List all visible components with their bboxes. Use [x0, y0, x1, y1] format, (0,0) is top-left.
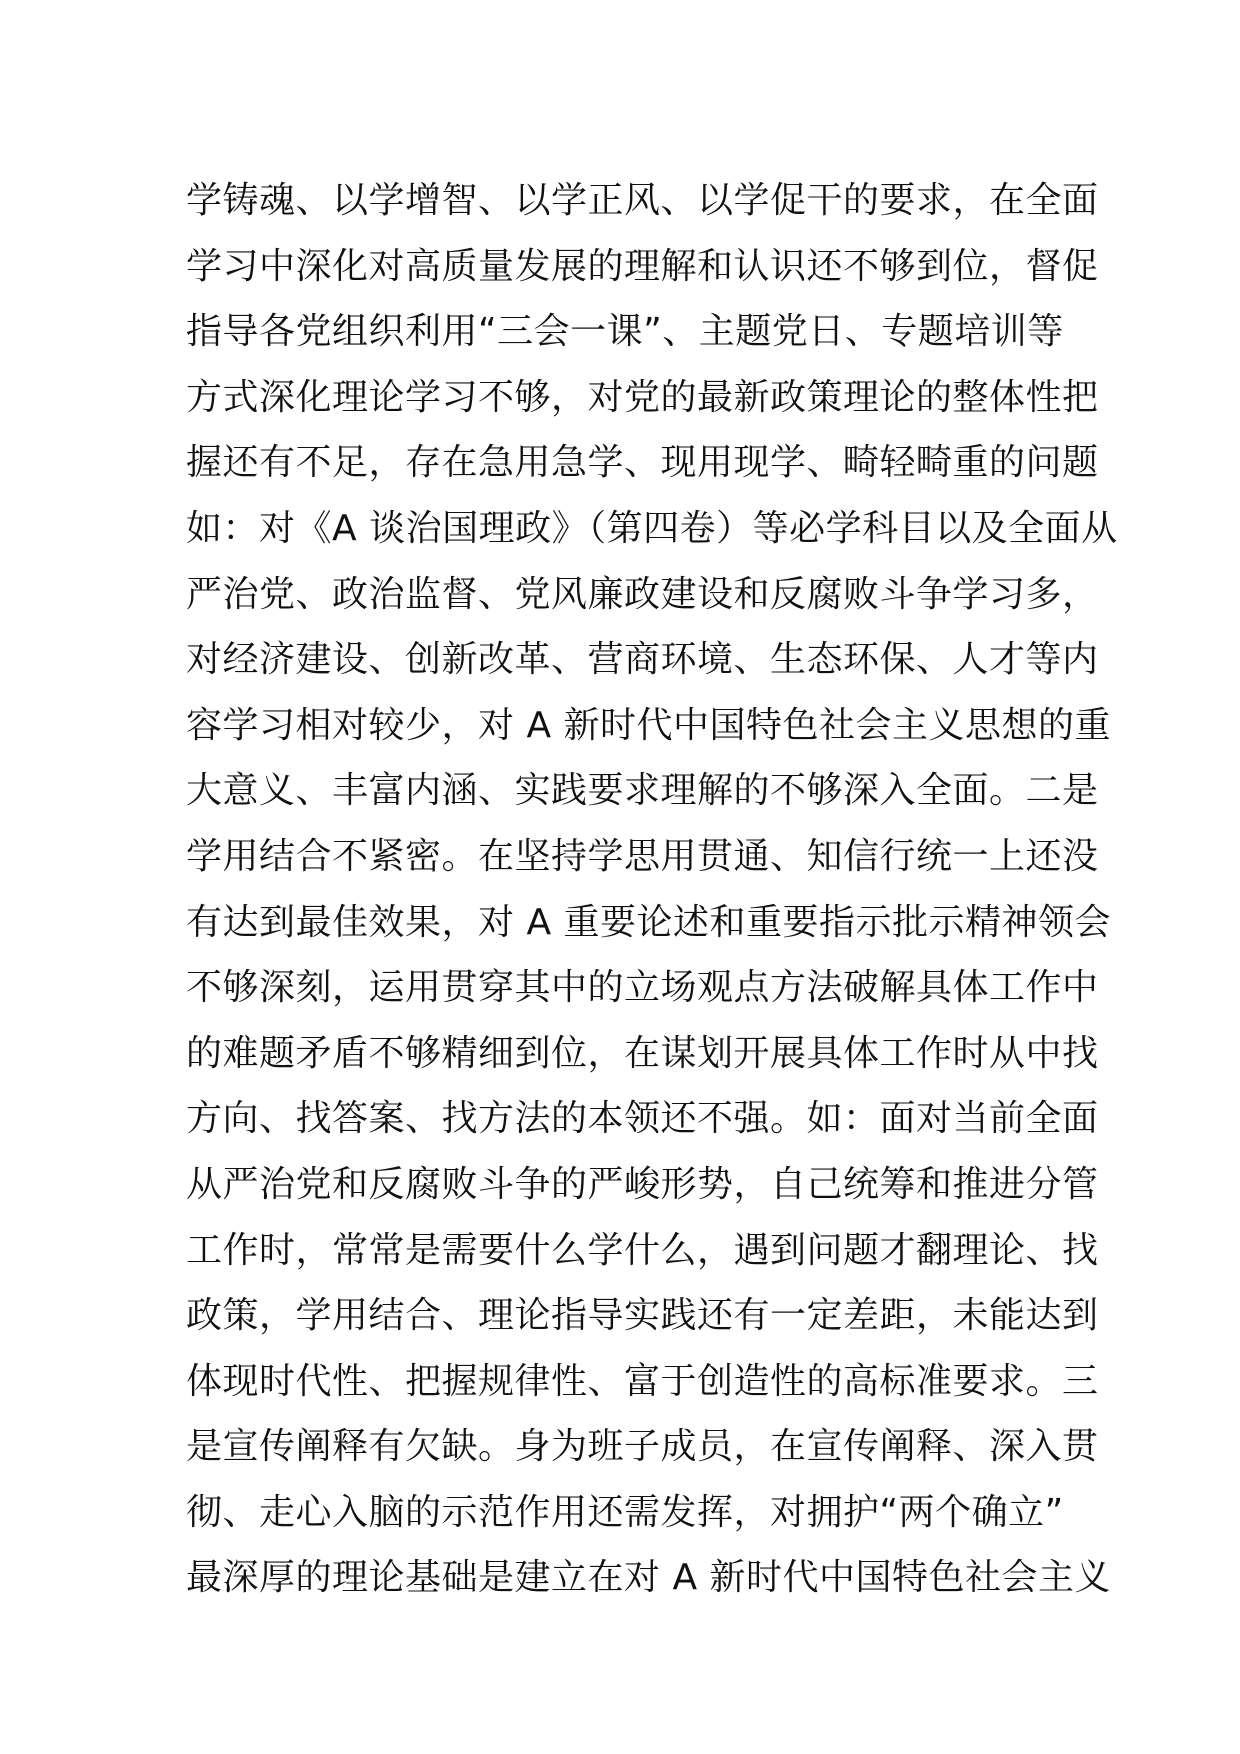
- text-line: 政策，学用结合、理论指导实践还有一定差距，未能达到: [186, 1295, 1099, 1337]
- body-paragraph: [186, 168, 1118, 1611]
- text-line: 指导各党组织利用“三会一课”、主题党日、专题培训等: [186, 311, 1064, 353]
- text-line: 学习中深化对高质量发展的理解和认识还不够到位，督促: [186, 245, 1099, 287]
- text-line: 彻、走心入脑的示范作用还需发挥，对拥护“两个确立”: [186, 1491, 1064, 1533]
- text-line: 不够深刻，运用贯穿其中的立场观点方法破解具体工作中: [186, 967, 1099, 1009]
- text-line: 的难题矛盾不够精细到位，在谋划开展具体工作时从中找: [186, 1032, 1099, 1074]
- text-line: 握还有不足，存在急用急学、现用现学、畸轻畸重的问题: [186, 442, 1099, 484]
- text-line: 工作时，常常是需要什么学什么，遇到问题才翻理论、找: [186, 1229, 1099, 1271]
- text-line: 如：对《A 谈治国理政》（第四卷）等必学科目以及全面从: [186, 507, 1118, 549]
- text-line: 体现时代性、把握规律性、富于创造性的高标准要求。三: [186, 1360, 1099, 1402]
- text-line: 最深厚的理论基础是建立在对 A 新时代中国特色社会主义: [186, 1557, 1112, 1599]
- text-line: 方式深化理论学习不够，对党的最新政策理论的整体性把: [186, 376, 1099, 418]
- text-line: 大意义、丰富内涵、实践要求理解的不够深入全面。二是: [186, 770, 1099, 812]
- text-line: 对经济建设、创新改革、营商环境、生态环保、人才等内: [186, 639, 1099, 681]
- text-line: 严治党、政治监督、党风廉政建设和反腐败斗争学习多，: [186, 573, 1099, 615]
- text-line: 是宣传阐释有欠缺。身为班子成员，在宣传阐释、深入贯: [186, 1426, 1099, 1468]
- text-line: 学用结合不紧密。在坚持学思用贯通、知信行统一上还没: [186, 835, 1099, 877]
- text-line: 容学习相对较少，对 A 新时代中国特色社会主义思想的重: [186, 704, 1112, 746]
- text-line: 有达到最佳效果，对 A 重要论述和重要指示批示精神领会: [186, 901, 1112, 943]
- text-line: 从严治党和反腐败斗争的严峻形势，自己统筹和推进分管: [186, 1163, 1099, 1205]
- text-line: 方向、找答案、找方法的本领还不强。如：面对当前全面: [186, 1098, 1099, 1140]
- text-line: 学铸魂、以学增智、以学正风、以学促干的要求，在全面: [186, 180, 1099, 221]
